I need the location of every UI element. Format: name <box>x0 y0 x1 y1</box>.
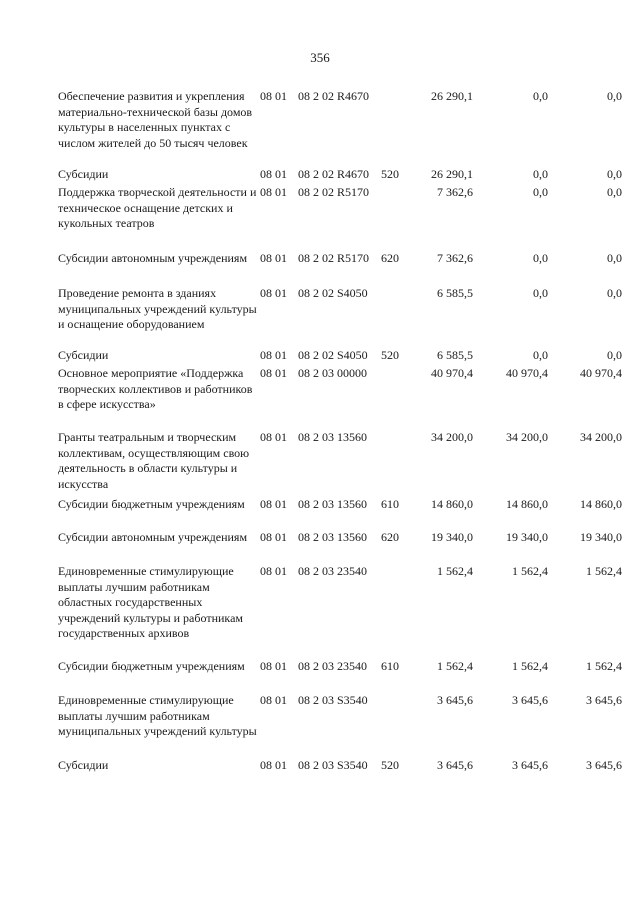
row-amount-2: 0,0 <box>533 286 548 300</box>
row-article-code: 08 2 02 S4050 <box>298 286 368 300</box>
row-section-code: 08 01 <box>260 497 287 511</box>
row-name: Субсидии <box>58 167 109 181</box>
row-amount-3: 0,0 <box>607 89 622 103</box>
row-expense-type: 610 <box>381 497 399 511</box>
row-name: Единовременные стимулирующие выплаты лучшим работникам муниципальных учреждений культуры <box>58 693 257 739</box>
row-article-code: 08 2 03 S3540 <box>298 693 368 707</box>
row-amount-1: 26 290,1 <box>431 89 473 103</box>
row-amount-3: 0,0 <box>607 286 622 300</box>
row-amount-1: 40 970,4 <box>431 366 473 380</box>
row-expense-type: 610 <box>381 659 399 673</box>
row-amount-3: 34 200,0 <box>580 430 622 444</box>
row-amount-2: 3 645,6 <box>512 693 548 707</box>
row-name: Основное мероприятие «Поддержка творческих коллективов и работников в сфере искусства» <box>58 366 253 412</box>
row-section-code: 08 01 <box>260 659 287 673</box>
row-amount-1: 1 562,4 <box>437 659 473 673</box>
row-amount-1: 3 645,6 <box>437 693 473 707</box>
row-name: Субсидии бюджетным учреждениям <box>58 497 245 511</box>
row-amount-1: 6 585,5 <box>437 286 473 300</box>
row-amount-2: 34 200,0 <box>506 430 548 444</box>
row-section-code: 08 01 <box>260 167 287 181</box>
row-expense-type: 520 <box>381 758 399 772</box>
row-section-code: 08 01 <box>260 430 287 444</box>
row-expense-type: 520 <box>381 167 399 181</box>
row-section-code: 08 01 <box>260 530 287 544</box>
row-amount-2: 0,0 <box>533 348 548 362</box>
row-article-code: 08 2 02 R5170 <box>298 251 370 265</box>
row-name: Гранты театральным и творческим коллективам, осуществляющим свою деятельность в области культуры и искусства <box>58 430 250 491</box>
row-article-code: 08 2 03 13560 <box>298 530 367 544</box>
row-section-code: 08 01 <box>260 286 287 300</box>
row-expense-type: 520 <box>381 348 399 362</box>
row-amount-3: 14 860,0 <box>580 497 622 511</box>
row-article-code: 08 2 02 R4670 <box>298 89 370 103</box>
row-amount-3: 1 562,4 <box>586 564 622 578</box>
row-expense-type: 620 <box>381 530 399 544</box>
row-article-code: 08 2 03 13560 <box>298 497 367 511</box>
row-name: Субсидии <box>58 758 109 772</box>
row-amount-2: 0,0 <box>533 167 548 181</box>
row-name: Поддержка творческой деятельности и техническое оснащение детских и кукольных театров <box>58 185 257 231</box>
row-amount-1: 19 340,0 <box>431 530 473 544</box>
row-amount-3: 3 645,6 <box>586 693 622 707</box>
row-amount-1: 34 200,0 <box>431 430 473 444</box>
row-amount-1: 7 362,6 <box>437 185 473 199</box>
row-amount-2: 1 562,4 <box>512 659 548 673</box>
row-article-code: 08 2 03 23540 <box>298 659 367 673</box>
row-amount-2: 0,0 <box>533 251 548 265</box>
row-article-code: 08 2 02 R5170 <box>298 185 370 199</box>
row-amount-2: 40 970,4 <box>506 366 548 380</box>
page-number: 356 <box>310 50 330 65</box>
row-amount-1: 26 290,1 <box>431 167 473 181</box>
row-amount-1: 14 860,0 <box>431 497 473 511</box>
row-amount-1: 6 585,5 <box>437 348 473 362</box>
row-section-code: 08 01 <box>260 693 287 707</box>
row-amount-3: 0,0 <box>607 185 622 199</box>
row-amount-3: 19 340,0 <box>580 530 622 544</box>
row-article-code: 08 2 02 R4670 <box>298 167 370 181</box>
row-article-code: 08 2 02 S4050 <box>298 348 368 362</box>
row-name: Обеспечение развития и укрепления материально-технической базы домов культуры в населенных пунктах с числом жителей до 50 тысяч человек <box>58 89 253 150</box>
row-amount-2: 3 645,6 <box>512 758 548 772</box>
row-section-code: 08 01 <box>260 251 287 265</box>
row-section-code: 08 01 <box>260 348 287 362</box>
row-amount-2: 19 340,0 <box>506 530 548 544</box>
row-article-code: 08 2 03 13560 <box>298 430 367 444</box>
row-amount-2: 0,0 <box>533 89 548 103</box>
row-amount-3: 1 562,4 <box>586 659 622 673</box>
row-amount-3: 3 645,6 <box>586 758 622 772</box>
row-article-code: 08 2 03 S3540 <box>298 758 368 772</box>
row-amount-2: 1 562,4 <box>512 564 548 578</box>
row-article-code: 08 2 03 23540 <box>298 564 367 578</box>
row-section-code: 08 01 <box>260 185 287 199</box>
row-amount-1: 3 645,6 <box>437 758 473 772</box>
row-article-code: 08 2 03 00000 <box>298 366 367 380</box>
row-section-code: 08 01 <box>260 89 287 103</box>
row-name: Единовременные стимулирующие выплаты лучшим работникам областных государственных учреждений культуры и работникам государственных архивов <box>58 564 243 641</box>
row-amount-3: 0,0 <box>607 251 622 265</box>
row-name: Проведение ремонта в зданиях муниципальных учреждений культуры и оснащение оборудованием <box>58 286 257 332</box>
row-expense-type: 620 <box>381 251 399 265</box>
row-amount-3: 0,0 <box>607 167 622 181</box>
row-amount-3: 0,0 <box>607 348 622 362</box>
row-name: Субсидии бюджетным учреждениям <box>58 659 245 673</box>
row-amount-3: 40 970,4 <box>580 366 622 380</box>
row-name: Субсидии автономным учреждениям <box>58 251 248 265</box>
row-name: Субсидии <box>58 348 109 362</box>
row-amount-1: 7 362,6 <box>437 251 473 265</box>
row-section-code: 08 01 <box>260 758 287 772</box>
row-section-code: 08 01 <box>260 366 287 380</box>
row-name: Субсидии автономным учреждениям <box>58 530 248 544</box>
row-section-code: 08 01 <box>260 564 287 578</box>
row-amount-1: 1 562,4 <box>437 564 473 578</box>
row-amount-2: 0,0 <box>533 185 548 199</box>
row-amount-2: 14 860,0 <box>506 497 548 511</box>
